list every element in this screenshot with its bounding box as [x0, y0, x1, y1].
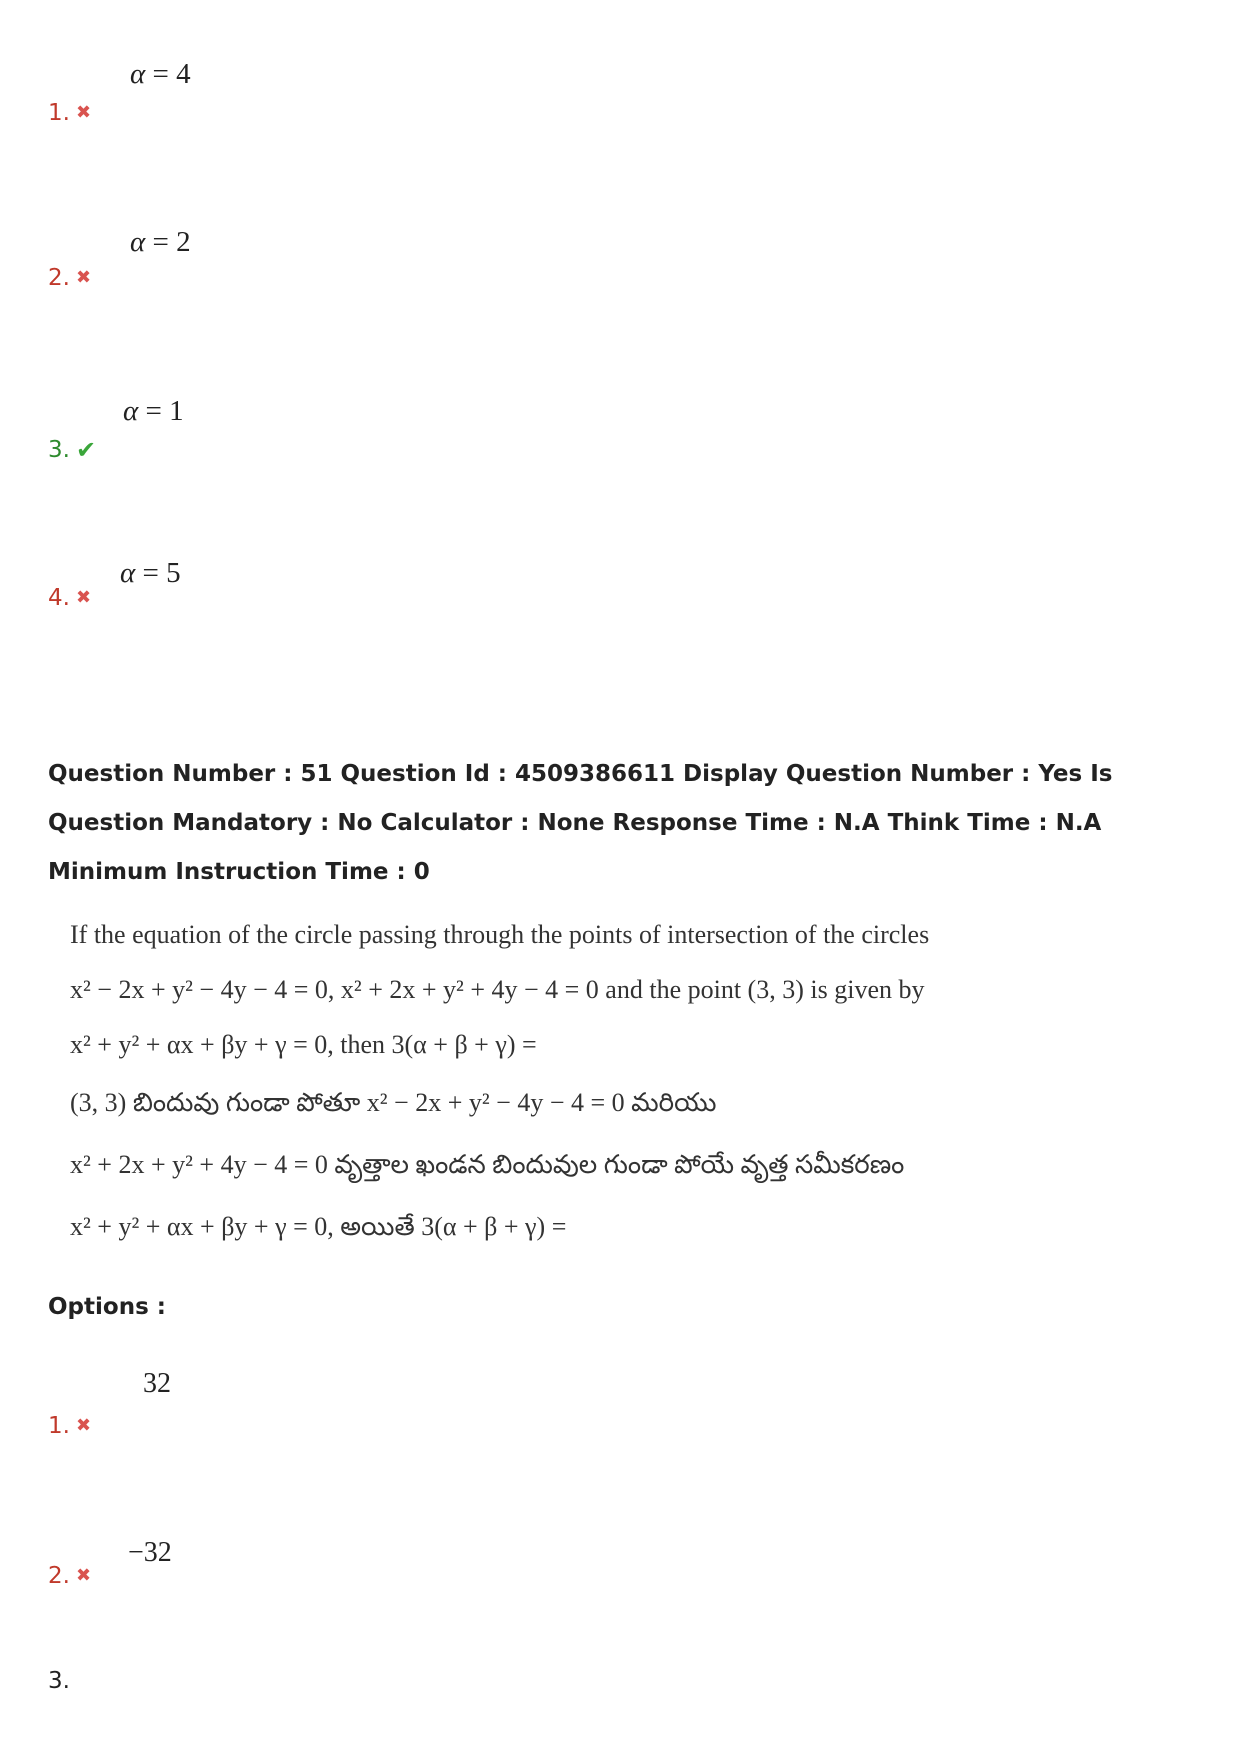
cross-icon: ✖ — [75, 587, 92, 608]
question-line-6: x² + y² + αx + βy + γ = 0, అయితే 3(α + β + γ) = — [70, 1212, 567, 1241]
cross-icon: ✖ — [75, 1415, 92, 1436]
prev-option-2-number: 2. — [48, 265, 70, 291]
cross-icon: ✖ — [75, 102, 92, 123]
prev-option-1-expression: α = 4 — [130, 58, 191, 90]
cross-icon: ✖ — [75, 267, 92, 288]
question-line-4: (3, 3) బిందువు గుండా పోతూ x² − 2x + y² − 4y − 4 = 0 మరియు — [70, 1088, 717, 1117]
check-icon: ✔ — [75, 436, 97, 464]
prev-option-2 — [48, 265, 91, 291]
question-line-2: x² − 2x + y² − 4y − 4 = 0, x² + 2x + y² + 4y − 4 = 0 and the point (3, 3) is given by — [70, 975, 925, 1004]
prev-option-1-number: 1. — [48, 100, 70, 126]
prev-option-4-expression: α = 5 — [120, 557, 181, 589]
option-1-value: 32 — [143, 1368, 171, 1399]
question-line-3: x² + y² + αx + βy + γ = 0, then 3(α + β + γ) = — [70, 1030, 537, 1059]
question-line-5: x² + 2x + y² + 4y − 4 = 0 వృత్తాల ఖండన బిందువుల గుండా పోయే వృత్త సమీకరణం — [70, 1150, 905, 1179]
prev-option-2-expression: α = 2 — [130, 226, 191, 258]
question-meta: Question Number : 51 Question Id : 4509386611 Display Question Number : Yes Is Question Mandatory : No Calculator : None Response Time : N.A Think Time : N.A Minimum Instruction Time : 0 — [48, 761, 1113, 885]
prev-option-3-expression: α = 1 — [123, 395, 184, 427]
prev-option-4 — [48, 585, 91, 611]
option-2 — [48, 1563, 91, 1589]
cross-icon: ✖ — [75, 1565, 92, 1586]
option-1 — [48, 1413, 91, 1439]
option-2-number: 2. — [48, 1563, 70, 1589]
prev-option-4-number: 4. — [48, 585, 70, 611]
prev-option-3-number: 3. — [48, 437, 70, 463]
option-1-number: 1. — [48, 1413, 70, 1439]
options-label: Options : — [48, 1294, 166, 1320]
option-3-number: 3. — [48, 1668, 70, 1694]
prev-option-3 — [48, 437, 96, 463]
question-line-1: If the equation of the circle passing through the points of intersection of the circles — [70, 920, 930, 949]
option-3 — [48, 1668, 70, 1694]
prev-option-1 — [48, 100, 91, 126]
option-2-value: −32 — [128, 1537, 172, 1568]
